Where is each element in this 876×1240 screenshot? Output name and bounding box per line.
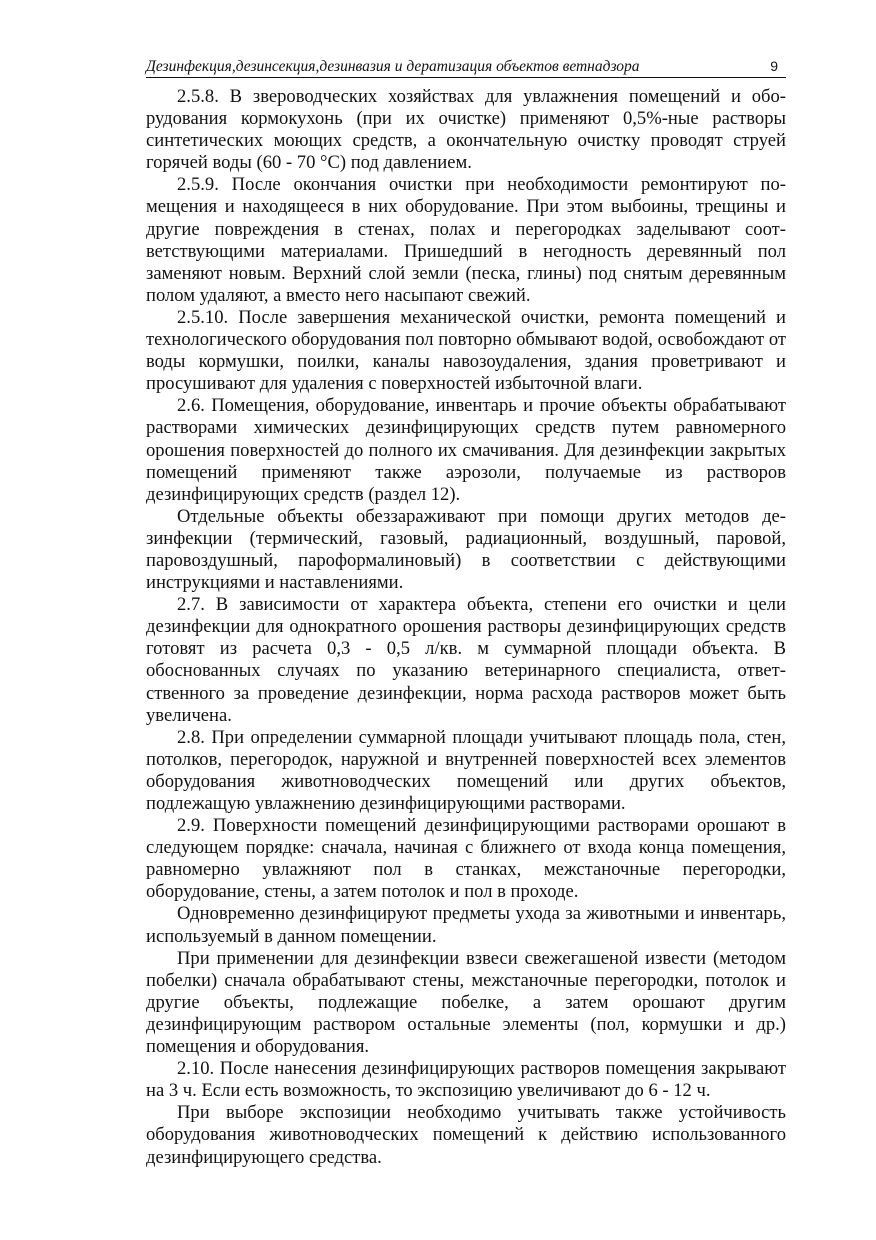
body-text	[146, 86, 786, 1169]
paragraph-exposure: При выборе экспозиции необходимо учитывать также устойчивость оборудования животноводческих помещений к действию использованного дезинфицирующего средства.	[146, 1102, 786, 1168]
paragraph-2-10: 2.10. После нанесения дезинфицирующих растворов помещения закрывают на 3 ч. Если есть возможность, то экспозицию увеличивают до 6 - 12 ч.	[146, 1058, 786, 1102]
paragraph-whitewash: При применении для дезинфекции взвеси свежегашеной извести (методом побелки) сначала обрабатывают стены, межстаночные перегородки, потолок и другие объекты, подлежащие побелке, а затем орошают другим дезинфицирующим раствором остальные элементы (пол, кормушки и др.) помещения и оборудования.	[146, 947, 786, 1058]
page-number: 9	[770, 58, 778, 74]
paragraph-2-5-8: 2.5.8. В звероводческих хозяйствах для увлажнения помещений и оборудования кормокухонь (при их очистке) применяют 0,5%-ные растворы синтетических моющих средств, а окончательную очистку проводят струей горячей воды (60 - 70 °С) под давлением.	[146, 86, 786, 174]
paragraph-2-7: 2.7. В зависимости от характера объекта, степени его очистки и цели дезинфекции для однократного орошения растворы дезинфицирующих средств готовят из расчета 0,3 - 0,5 л/кв. м суммарной площади объекта. В обоснованных случаях по указанию ветеринарного специалиста, ответственного за проведение дезинфекции, норма расхода растворов может быть увеличена.	[146, 594, 786, 726]
document-page	[146, 56, 786, 1169]
paragraph-2-5-9: 2.5.9. После окончания очистки при необходимости ремонтируют помещения и находящееся в них оборудование. При этом выбоины, трещины и другие повреждения в стенах, полах и перегородках заделывают соответствующими материалами. Пришедший в негодность деревянный пол заменяют новым. Верхний слой земли (песка, глины) под снятым деревянным полом удаляют, а вместо него насыпают свежий.	[146, 174, 786, 306]
paragraph-2-9: 2.9. Поверхности помещений дезинфицирующими растворами орошают в следующем порядке: сначала, начиная с ближнего от входа конца помещения, равномерно увлажняют пол в станках, межстаночные перегородки, оборудование, стены, а затем потолок и пол в проходе.	[146, 815, 786, 903]
paragraph-2-5-10: 2.5.10. После завершения механической очистки, ремонта помещений и технологического оборудования пол повторно обмывают водой, освобождают от воды кормушки, поилки, каналы навозоудаления, здания проветривают и просушивают для удаления с поверхностей избыточной влаги.	[146, 306, 787, 395]
paragraph-2-8: 2.8. При определении суммарной площади учитывают площадь пола, стен, потолков, перегородок, наружной и внутренней поверхностей всех элементов оборудования животноводческих помещений или других объектов, подлежащую увлажнению дезинфицирующими растворами.	[146, 726, 786, 814]
running-header	[146, 56, 786, 78]
paragraph-care-items: Одновременно дезинфицируют предметы ухода за животными и инвентарь, используемый в данном помещении.	[146, 903, 786, 947]
paragraph-other-methods: Отдельные объекты обеззараживают при помощи других методов дезинфекции (термический, газовый, радиационный, воздушный, паровой, паровоздушный, пароформалиновый) в соответствии с действующими инструкциями и наставлениями.	[146, 505, 786, 594]
paragraph-2-6: 2.6. Помещения, оборудование, инвентарь и прочие объекты обрабатывают растворами химических дезинфицирующих средств путем равномерного орошения поверхностей до полного их смачивания. Для дезинфекции закрытых помещений применяют также аэрозоли, получаемые из растворов дезинфицирующих средств (раздел 12).	[146, 395, 786, 505]
running-header-title: Дезинфекция,дезинсекция,дезинвазия и дератизация объектов ветнадзора	[146, 58, 640, 75]
